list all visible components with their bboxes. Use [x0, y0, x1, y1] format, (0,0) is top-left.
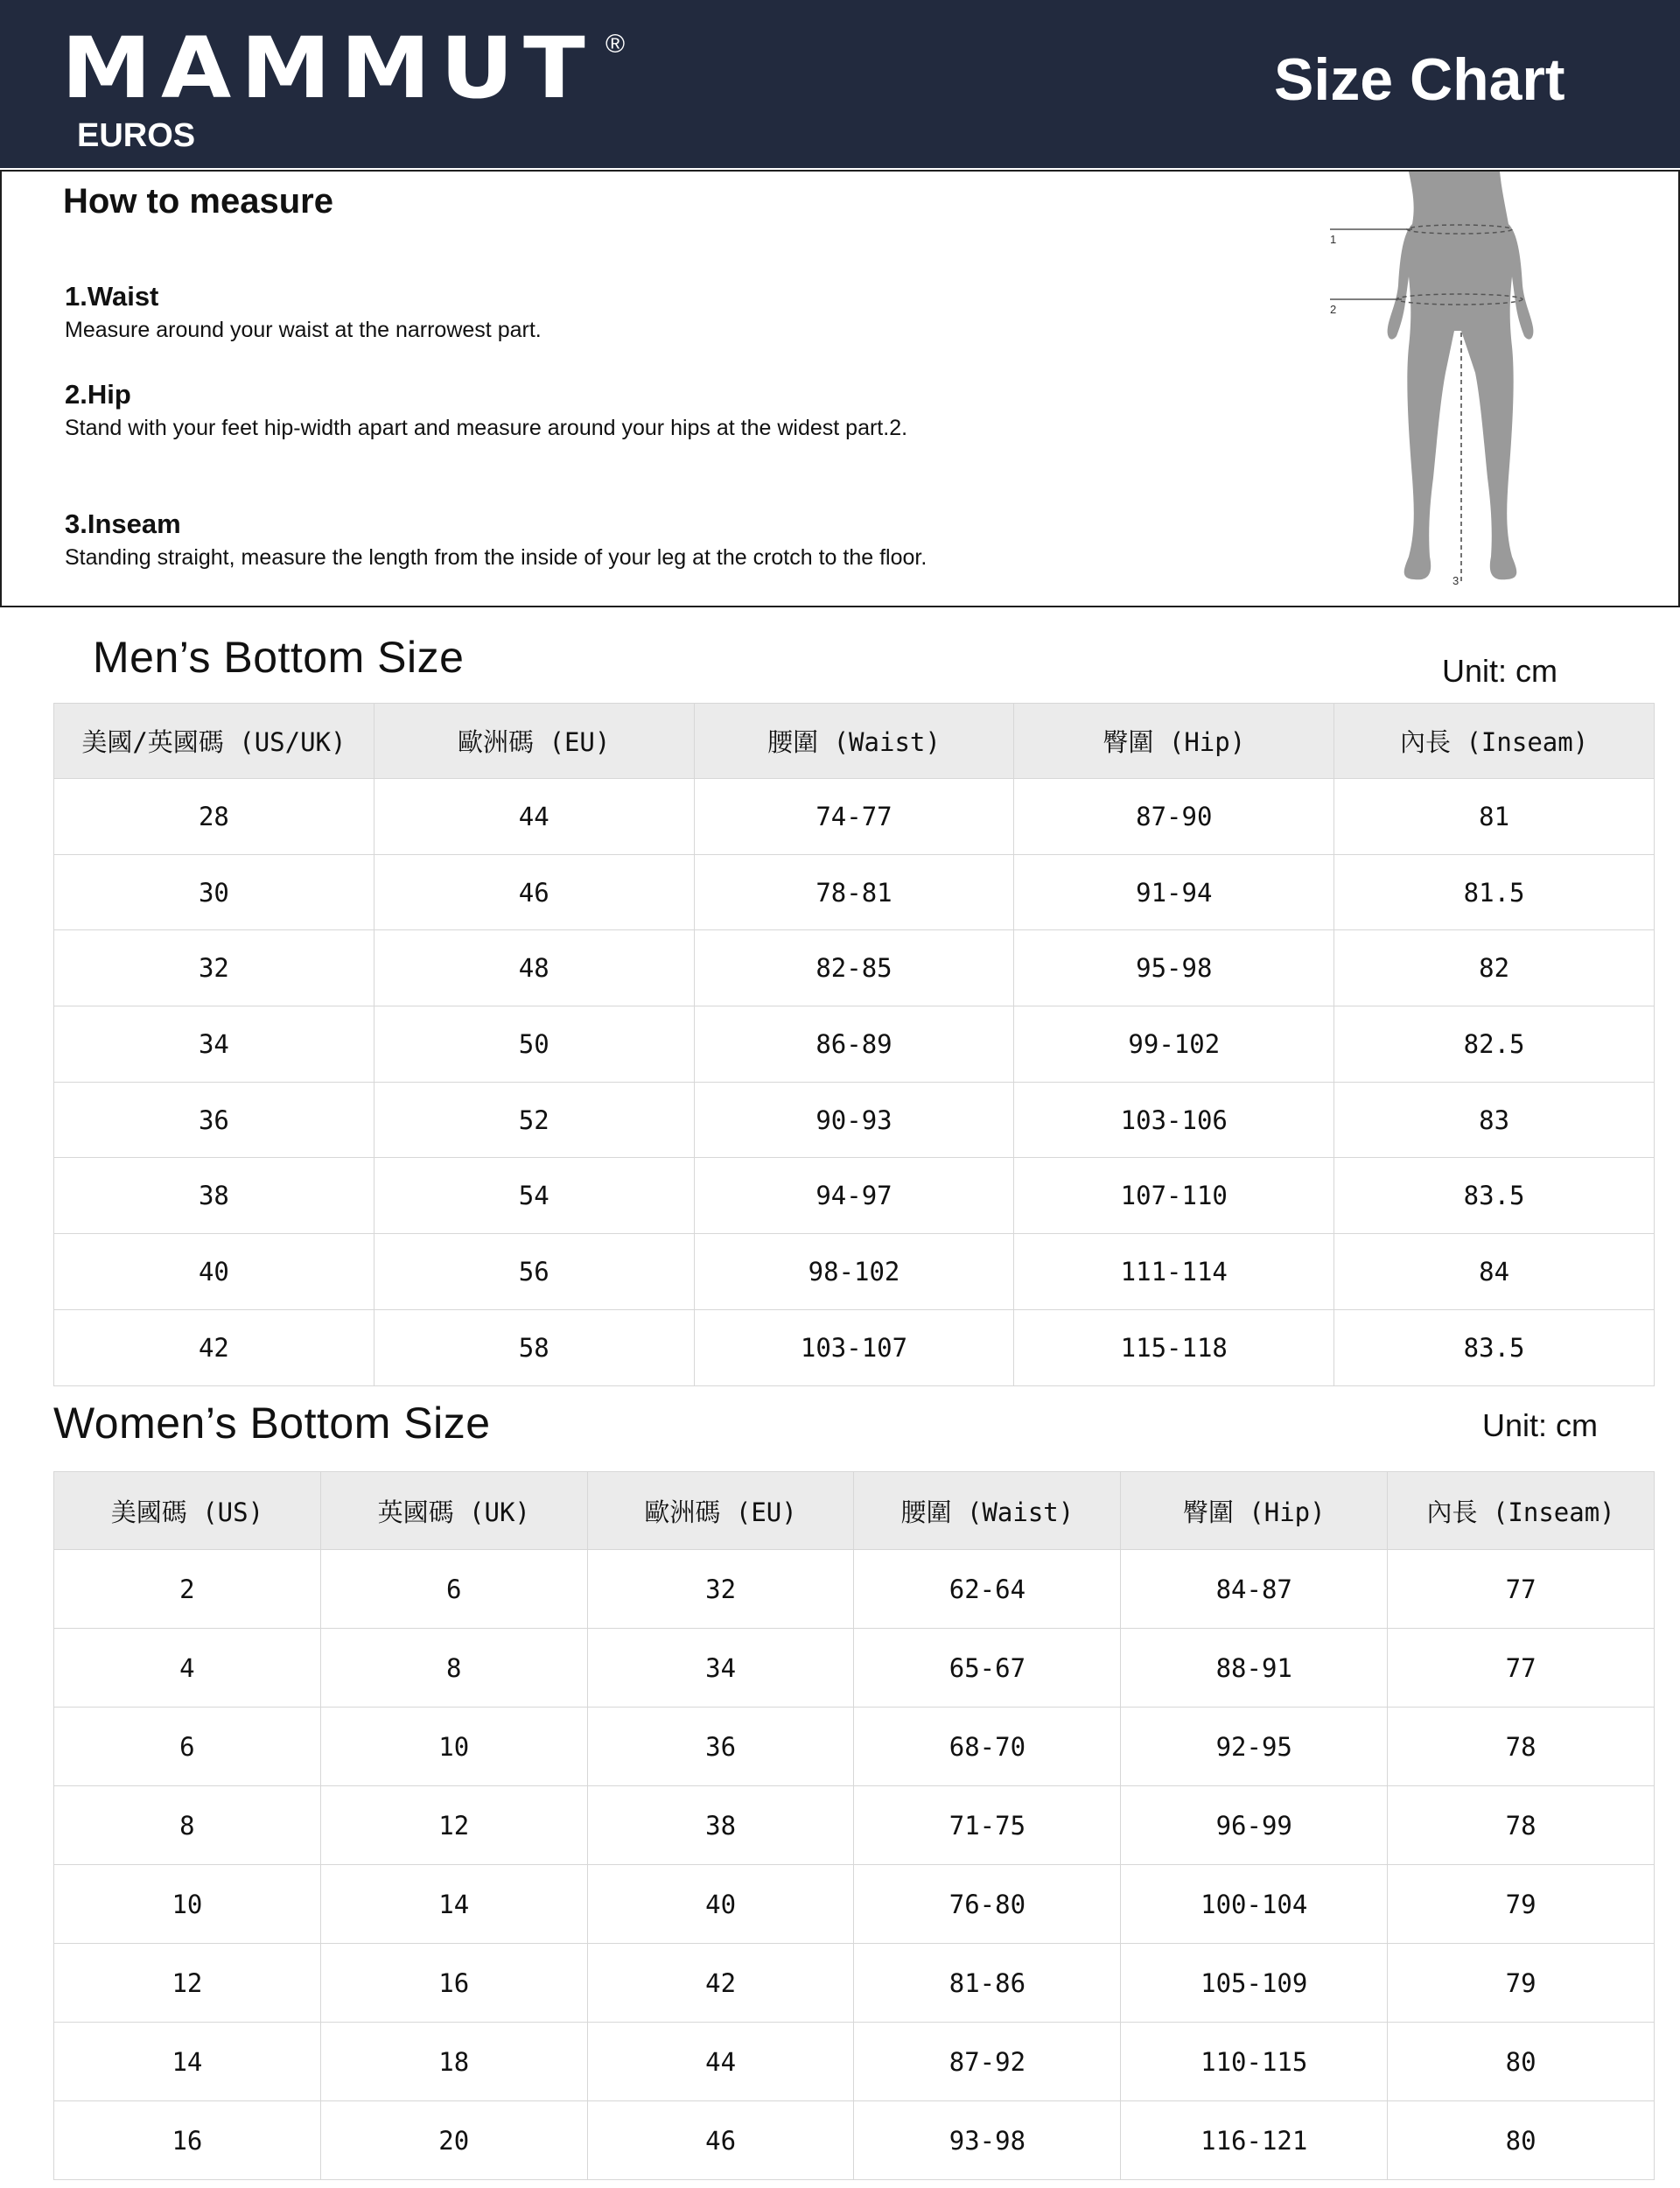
table-cell: 78 [1388, 1786, 1655, 1865]
column-header: 臀圍 (Hip) [1014, 704, 1334, 779]
step-description: Stand with your feet hip-width apart and measure around your hips at the widest part.2. [65, 416, 908, 441]
table-cell: 81.5 [1334, 854, 1655, 930]
table-cell: 50 [374, 1006, 694, 1083]
table-cell: 12 [54, 1944, 321, 2023]
table-row [54, 1629, 1655, 1708]
table-cell: 80 [1388, 2023, 1655, 2101]
how-to-measure-panel [0, 170, 1680, 607]
table-row [54, 1234, 1655, 1310]
table-cell: 84-87 [1121, 1550, 1388, 1629]
table-row [54, 930, 1655, 1006]
table-cell: 103-106 [1014, 1082, 1334, 1158]
table-cell: 74-77 [694, 779, 1014, 855]
column-header: 歐洲碼 (EU) [587, 1472, 854, 1550]
table-cell: 100-104 [1121, 1865, 1388, 1944]
column-header: 內長 (Inseam) [1388, 1472, 1655, 1550]
table-cell: 54 [374, 1158, 694, 1234]
table-cell: 20 [320, 2101, 587, 2180]
table-cell: 87-92 [854, 2023, 1121, 2101]
column-header: 內長 (Inseam) [1334, 704, 1655, 779]
table-cell: 42 [54, 1309, 374, 1385]
table-row [54, 1082, 1655, 1158]
table-row [54, 1944, 1655, 2023]
step-title: 1.Waist [65, 281, 159, 312]
table-cell: 80 [1388, 2101, 1655, 2180]
column-header: 美國/英國碼 (US/UK) [54, 704, 374, 779]
table-cell: 16 [54, 2101, 321, 2180]
table-row [54, 854, 1655, 930]
table-cell: 62-64 [854, 1550, 1121, 1629]
table-cell: 28 [54, 779, 374, 855]
table-cell: 77 [1388, 1550, 1655, 1629]
table-cell: 79 [1388, 1944, 1655, 2023]
table-cell: 91-94 [1014, 854, 1334, 930]
step-hip [65, 378, 975, 444]
figure-label-3: 3 [1452, 574, 1460, 587]
table-cell: 38 [54, 1158, 374, 1234]
table-cell: 95-98 [1014, 930, 1334, 1006]
table-row [54, 1786, 1655, 1865]
table-cell: 6 [320, 1550, 587, 1629]
table-cell: 56 [374, 1234, 694, 1310]
table-cell: 81 [1334, 779, 1655, 855]
table-row [54, 1708, 1655, 1786]
table-cell: 52 [374, 1082, 694, 1158]
table-cell: 48 [374, 930, 694, 1006]
column-header: 腰圍 (Waist) [854, 1472, 1121, 1550]
women-section-title: Women’s Bottom Size [53, 1399, 491, 1448]
table-cell: 84 [1334, 1234, 1655, 1310]
table-cell: 82.5 [1334, 1006, 1655, 1083]
table-cell: 65-67 [854, 1629, 1121, 1708]
men-section-title: Men’s Bottom Size [93, 633, 465, 682]
step-title: 3.Inseam [65, 508, 181, 539]
table-row [54, 1158, 1655, 1234]
table-cell: 116-121 [1121, 2101, 1388, 2180]
table-cell: 34 [54, 1006, 374, 1083]
figure-label-1: 1 [1330, 233, 1337, 246]
table-cell: 81-86 [854, 1944, 1121, 2023]
column-header: 英國碼 (UK) [320, 1472, 587, 1550]
table-cell: 12 [320, 1786, 587, 1865]
table-cell: 30 [54, 854, 374, 930]
women-size-table [53, 1471, 1655, 2180]
table-cell: 90-93 [694, 1082, 1014, 1158]
table-cell: 6 [54, 1708, 321, 1786]
table-cell: 94-97 [694, 1158, 1014, 1234]
table-row [54, 1309, 1655, 1385]
table-header-row [54, 1472, 1655, 1550]
brand-logo: MAMMUT [61, 19, 595, 117]
table-cell: 76-80 [854, 1865, 1121, 1944]
column-header: 腰圍 (Waist) [694, 704, 1014, 779]
table-cell: 93-98 [854, 2101, 1121, 2180]
step-description: Standing straight, measure the length from the inside of your leg at the crotch to the floor. [65, 545, 928, 571]
table-cell: 38 [587, 1786, 854, 1865]
women-unit-label: Unit: cm [1482, 1407, 1599, 1443]
table-cell: 8 [320, 1629, 587, 1708]
table-cell: 46 [374, 854, 694, 930]
header-bar [0, 0, 1680, 168]
table-cell: 42 [587, 1944, 854, 2023]
table-row [54, 2023, 1655, 2101]
table-cell: 68-70 [854, 1708, 1121, 1786]
table-cell: 86-89 [694, 1006, 1014, 1083]
table-cell: 96-99 [1121, 1786, 1388, 1865]
table-cell: 105-109 [1121, 1944, 1388, 2023]
table-cell: 78 [1388, 1708, 1655, 1786]
table-cell: 8 [54, 1786, 321, 1865]
table-cell: 58 [374, 1309, 694, 1385]
table-cell: 83.5 [1334, 1309, 1655, 1385]
table-row [54, 1006, 1655, 1083]
table-cell: 14 [54, 2023, 321, 2101]
table-cell: 32 [54, 930, 374, 1006]
column-header: 美國碼 (US) [54, 1472, 321, 1550]
table-cell: 99-102 [1014, 1006, 1334, 1083]
table-cell: 92-95 [1121, 1708, 1388, 1786]
table-cell: 115-118 [1014, 1309, 1334, 1385]
table-cell: 40 [587, 1865, 854, 1944]
figure-label-2: 2 [1330, 303, 1337, 316]
brand-subtitle: EUROS [77, 117, 196, 154]
table-cell: 10 [320, 1708, 587, 1786]
table-cell: 107-110 [1014, 1158, 1334, 1234]
table-cell: 77 [1388, 1629, 1655, 1708]
table-row [54, 779, 1655, 855]
table-cell: 98-102 [694, 1234, 1014, 1310]
table-cell: 111-114 [1014, 1234, 1334, 1310]
table-cell: 82 [1334, 930, 1655, 1006]
table-cell: 79 [1388, 1865, 1655, 1944]
table-cell: 14 [320, 1865, 587, 1944]
table-cell: 82-85 [694, 930, 1014, 1006]
table-cell: 87-90 [1014, 779, 1334, 855]
registered-mark: ® [606, 30, 626, 59]
table-cell: 71-75 [854, 1786, 1121, 1865]
column-header: 歐洲碼 (EU) [374, 704, 694, 779]
table-row [54, 1865, 1655, 1944]
table-cell: 40 [54, 1234, 374, 1310]
table-cell: 16 [320, 1944, 587, 2023]
page-title: Size Chart [1274, 46, 1565, 113]
table-cell: 110-115 [1121, 2023, 1388, 2101]
table-cell: 18 [320, 2023, 587, 2101]
step-description: Measure around your waist at the narrowest part. [65, 318, 542, 343]
table-cell: 36 [54, 1082, 374, 1158]
step-title: 2.Hip [65, 379, 131, 410]
table-cell: 78-81 [694, 854, 1014, 930]
table-cell: 32 [587, 1550, 854, 1629]
table-header-row [54, 704, 1655, 779]
body-measurement-figure-icon [1314, 172, 1603, 606]
table-cell: 44 [374, 779, 694, 855]
measure-heading: How to measure [63, 182, 333, 221]
step-waist [65, 280, 975, 346]
table-cell: 46 [587, 2101, 854, 2180]
step-inseam [65, 508, 975, 573]
table-cell: 44 [587, 2023, 854, 2101]
table-cell: 2 [54, 1550, 321, 1629]
table-row [54, 2101, 1655, 2180]
table-cell: 88-91 [1121, 1629, 1388, 1708]
table-row [54, 1550, 1655, 1629]
men-unit-label: Unit: cm [1442, 653, 1558, 689]
men-size-table [53, 703, 1655, 1386]
table-cell: 10 [54, 1865, 321, 1944]
table-cell: 4 [54, 1629, 321, 1708]
table-cell: 83.5 [1334, 1158, 1655, 1234]
table-cell: 103-107 [694, 1309, 1014, 1385]
table-cell: 36 [587, 1708, 854, 1786]
table-cell: 83 [1334, 1082, 1655, 1158]
column-header: 臀圍 (Hip) [1121, 1472, 1388, 1550]
table-cell: 34 [587, 1629, 854, 1708]
